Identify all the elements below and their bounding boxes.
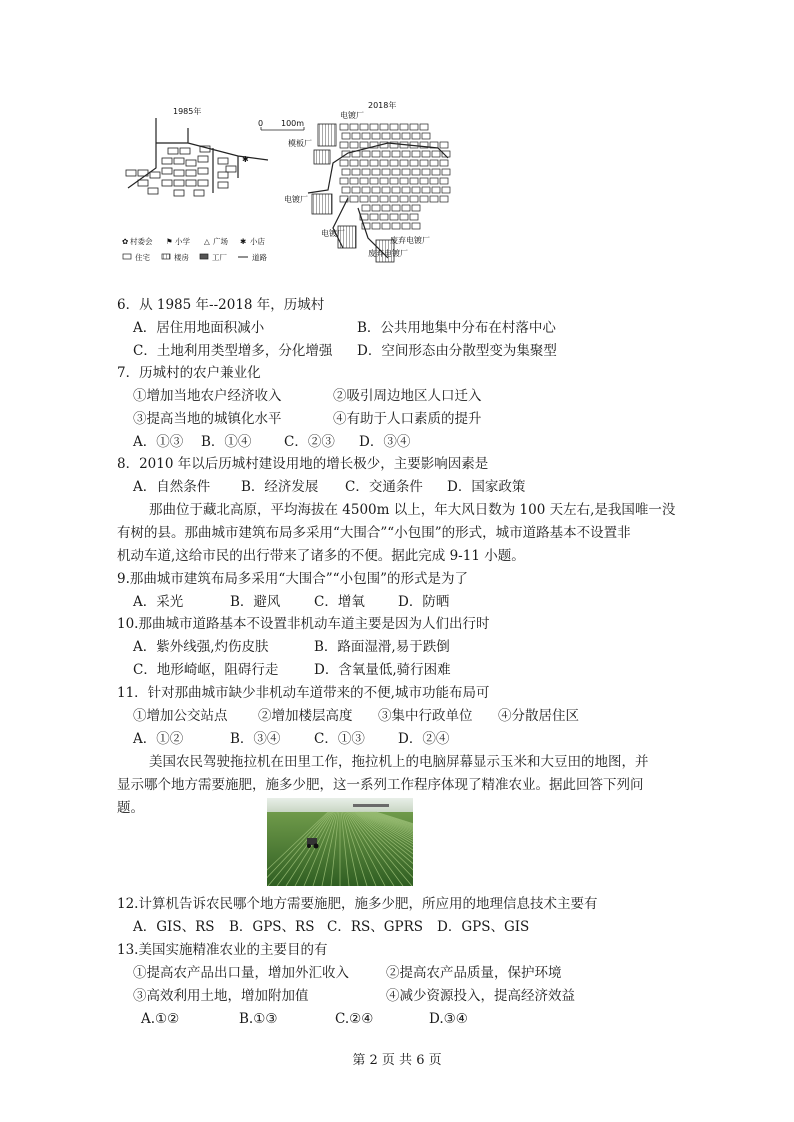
label-diandu-1: 电镀厂 (340, 111, 364, 120)
village-map-figure (118, 98, 463, 280)
q7-option-d: D．③④ (359, 434, 411, 450)
q11-item-2: ②增加楼层高度 (258, 708, 353, 724)
q6-option-b: B．公共用地集中分布在村落中心 (357, 320, 556, 336)
q13-item-2: ②提高农产品质量，保护环境 (386, 965, 562, 981)
q11-item-3: ③集中行政单位 (378, 708, 473, 724)
q11-item-4: ④分散居住区 (498, 708, 579, 724)
svg-text:小店: 小店 (250, 237, 265, 246)
label-diandu-3: 电镀厂 (321, 229, 345, 238)
q12-option-d: D．GPS、GIS (437, 919, 530, 935)
q7-stem: 7．历城村的农户兼业化 (117, 365, 261, 381)
passage2-line1: 美国农民驾驶拖拉机在田里工作，拖拉机上的电脑屏幕显示玉米和大豆田的地图，并 (149, 754, 649, 770)
label-feiqi-1: 废弃电镀厂 (390, 236, 430, 245)
q7-option-b: B．①④ (201, 434, 252, 450)
q11-option-b: B．③④ (230, 731, 281, 747)
q7-option-a: A．①③ (133, 434, 184, 450)
q10-option-d: D．含氧量低,骑行困难 (314, 662, 451, 678)
tractor-field-photo (267, 798, 413, 886)
q7-item-1: ①增加当地农户经济收入 (133, 388, 282, 404)
q8-option-d: D．国家政策 (447, 479, 526, 495)
q12-option-c: C．RS、GPRS (327, 919, 424, 935)
svg-text:村委会: 村委会 (130, 237, 153, 246)
map-legend (122, 236, 267, 262)
svg-text:✱: ✱ (242, 155, 249, 164)
svg-text:广场: 广场 (213, 237, 228, 246)
label-feiqi-2: 废弃电镀厂 (368, 249, 408, 258)
svg-text:0: 0 (258, 119, 264, 128)
q7-item-2: ②吸引周边地区人口迁入 (333, 388, 482, 404)
q10-stem: 10.那曲城市道路基本不设置非机动车道主要是因为人们出行时 (117, 616, 490, 632)
page-footer: 第 2 页 共 6 页 (352, 1053, 442, 1068)
svg-text:✱: ✱ (240, 237, 247, 246)
q13-option-c: C.②④ (335, 1011, 374, 1027)
q10-option-a: A．紫外线强,灼伤皮肤 (133, 639, 269, 655)
q13-option-b: B.①③ (239, 1011, 278, 1027)
q13-item-4: ④减少资源投入，提高经济效益 (386, 988, 575, 1004)
svg-text:100m: 100m (281, 119, 305, 128)
q11-stem: 11．针对那曲城市缺少非机动车道带来的不便,城市功能布局可 (117, 685, 490, 701)
svg-text:⚑: ⚑ (166, 237, 173, 246)
q9-option-d: D．防晒 (398, 594, 450, 610)
scale-bar (258, 119, 304, 130)
svg-text:楼房: 楼房 (174, 253, 189, 262)
q6-option-a: A．居住用地面积减小 (133, 320, 265, 336)
q9-stem: 9.那曲城市建筑布局多采用“大围合”“小包围”的形式是为了 (117, 571, 468, 587)
passage2-line3: 题。 (117, 800, 144, 816)
q11-option-c: C．①③ (314, 731, 365, 747)
q11-item-1: ①增加公交站点 (133, 708, 228, 724)
q12-stem: 12.计算机告诉农民哪个地方需要施肥，施多少肥，所应用的地理信息技术主要有 (117, 896, 598, 912)
q7-option-c: C．②③ (284, 434, 335, 450)
svg-text:住宅: 住宅 (135, 253, 150, 262)
q8-option-b: B．经济发展 (241, 479, 319, 495)
q6-option-d: D．空间形态由分散型变为集聚型 (357, 343, 557, 359)
q12-option-b: B．GPS、RS (229, 919, 315, 935)
map-1985-title: 1985年 (173, 107, 202, 116)
svg-text:△: △ (204, 237, 210, 246)
passage1-line3: 机动车道,这给市民的出行带来了诸多的不便。据此完成 9-11 小题。 (117, 548, 525, 564)
q7-item-3: ③提高当地的城镇化水平 (133, 411, 282, 427)
q13-option-d: D.③④ (429, 1011, 468, 1027)
passage1-line1: 那曲位于藏北高原，平均海拔在 4500m 以上，年大风日数为 100 天左右,是我国唯一没 (149, 502, 676, 518)
q8-stem: 8．2010 年以后历城村建设用地的增长极少，主要影响因素是 (117, 456, 489, 472)
q8-option-a: A．自然条件 (133, 479, 211, 495)
passage2-line2: 显示哪个地方需要施肥，施多少肥，这一系列工作程序体现了精准农业。据此回答下列问 (117, 777, 644, 793)
svg-text:道路: 道路 (252, 253, 267, 262)
q9-option-a: A．采光 (133, 594, 184, 610)
q9-option-c: C．增氧 (314, 594, 365, 610)
label-muban: 模板厂 (288, 139, 312, 148)
q11-option-d: D．②④ (398, 731, 450, 747)
q13-stem: 13.美国实施精准农业的主要目的有 (117, 942, 328, 958)
q9-option-b: B．避风 (230, 594, 281, 610)
q6-option-c: C．土地利用类型增多，分化增强 (133, 343, 333, 359)
q7-item-4: ④有助于人口素质的提升 (333, 411, 482, 427)
svg-text:小学: 小学 (175, 237, 190, 246)
map-2018-title: 2018年 (368, 101, 397, 110)
svg-text:✿: ✿ (122, 237, 129, 246)
q12-option-a: A．GIS、RS (133, 919, 215, 935)
svg-text:工厂: 工厂 (212, 253, 227, 262)
label-diandu-2: 电镀厂 (284, 195, 308, 204)
map-2018-houses (340, 124, 450, 229)
passage1-line2: 有树的县。那曲城市建筑布局多采用“大围合”“小包围”的形式，城市道路基本不设置非 (117, 525, 631, 541)
q6-stem: 6．从 1985 年--2018 年，历城村 (117, 297, 325, 313)
q11-option-a: A．①② (133, 731, 184, 747)
q8-option-c: C．交通条件 (345, 479, 423, 495)
q13-item-3: ③高效利用土地，增加附加值 (133, 988, 309, 1004)
q10-option-b: B．路面湿滑,易于跌倒 (314, 639, 450, 655)
q10-option-c: C．地形崎岖，阻碍行走 (133, 662, 279, 678)
q13-item-1: ①提高农产品出口量，增加外汇收入 (133, 965, 349, 981)
q13-option-a: A.①② (141, 1011, 180, 1027)
